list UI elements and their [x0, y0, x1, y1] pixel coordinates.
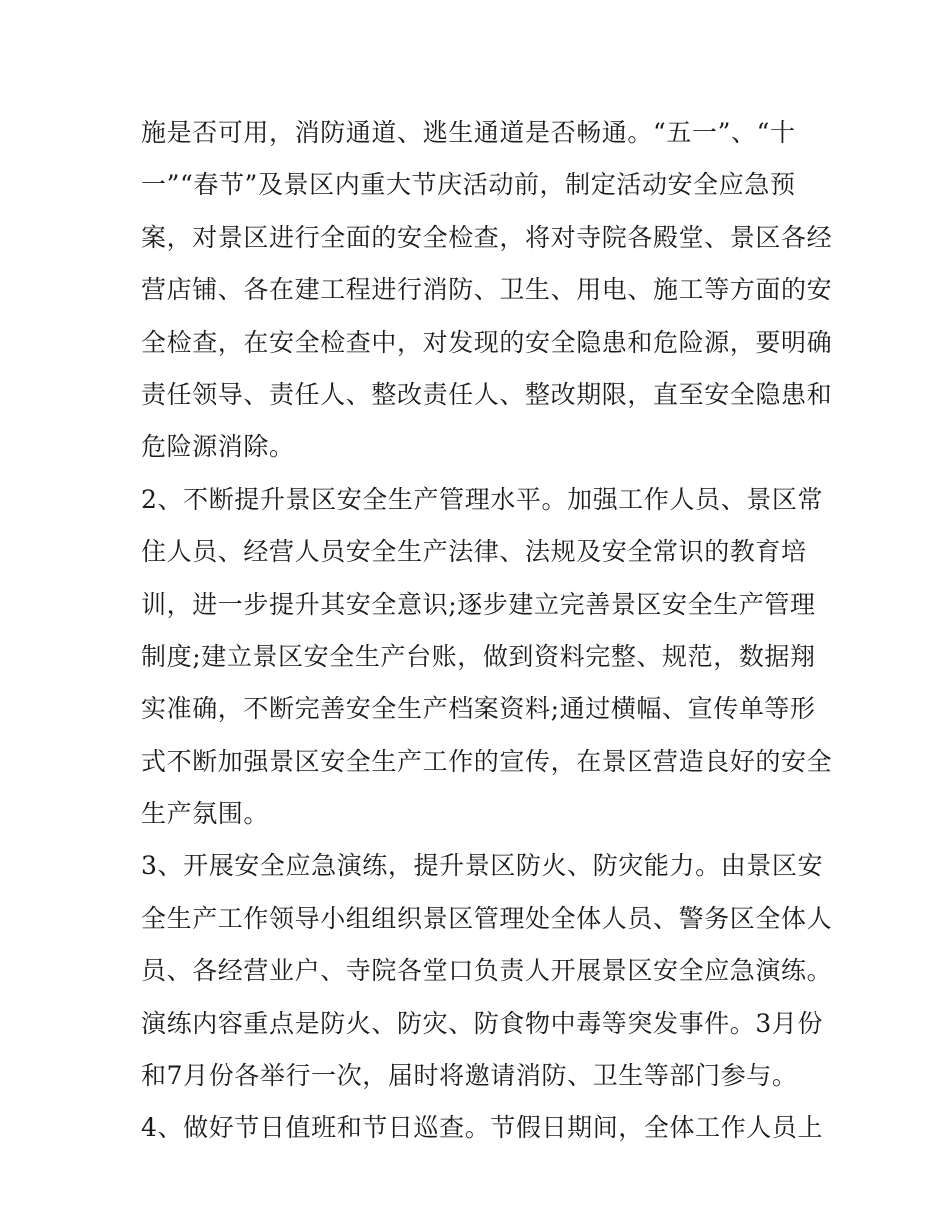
text-line: 全检查，在安全检查中，对发现的安全隐患和危险源，要明确	[141, 327, 833, 357]
text-line: 一”“春节”及景区内重大节庆活动前，制定活动安全应急预	[141, 170, 796, 200]
text-line: 实准确，不断完善安全生产档案资料;通过横幅、宣传单等形	[141, 694, 816, 724]
text-line: 案，对景区进行全面的安全检查，将对寺院各殿堂、景区各经	[141, 222, 833, 252]
text-line: 施是否可用，消防通道、逃生通道是否畅通。“五一”、“十	[141, 118, 796, 147]
text-line: 营店铺、各在建工程进行消防、卫生、用电、施工等方面的安	[141, 275, 833, 305]
text-line: 危险源消除。	[141, 432, 295, 462]
text-line: 全生产工作领导小组组织景区管理处全体人员、警务区全体人	[141, 903, 833, 933]
text-line: 演练内容重点是防火、防灾、防食物中毒等突发事件。3月份	[141, 1008, 824, 1038]
paragraph-4-start: 4、做好节日值班和节日巡查。节假日期间，全体工作人员上	[141, 1113, 824, 1143]
paragraph-3-start: 3、开展安全应急演练，提升景区防火、防灾能力。由景区安	[141, 851, 824, 881]
text-line: 住人员、经营人员安全生产法律、法规及安全常识的教育培	[141, 537, 807, 567]
text-line: 制度;建立景区安全生产台账，做到资料完整、规范，数据翔	[141, 641, 816, 671]
text-line: 生产氛围。	[141, 799, 270, 829]
text-line: 和7月份各举行一次，届时将邀请消防、卫生等部门参与。	[141, 1061, 798, 1091]
text-line: 式不断加强景区安全生产工作的宣传，在景区营造良好的安全	[141, 746, 833, 776]
paragraph-2-start: 2、不断提升景区安全生产管理水平。加强工作人员、景区常	[141, 484, 824, 514]
text-line: 训，进一步提升其安全意识;逐步建立完善景区安全生产管理	[141, 589, 816, 619]
text-line: 员、各经营业户、寺院各堂口负责人开展景区安全应急演练。	[141, 956, 833, 986]
document-body	[141, 107, 833, 1155]
text-line: 责任领导、责任人、整改责任人、整改期限，直至安全隐患和	[141, 379, 833, 409]
